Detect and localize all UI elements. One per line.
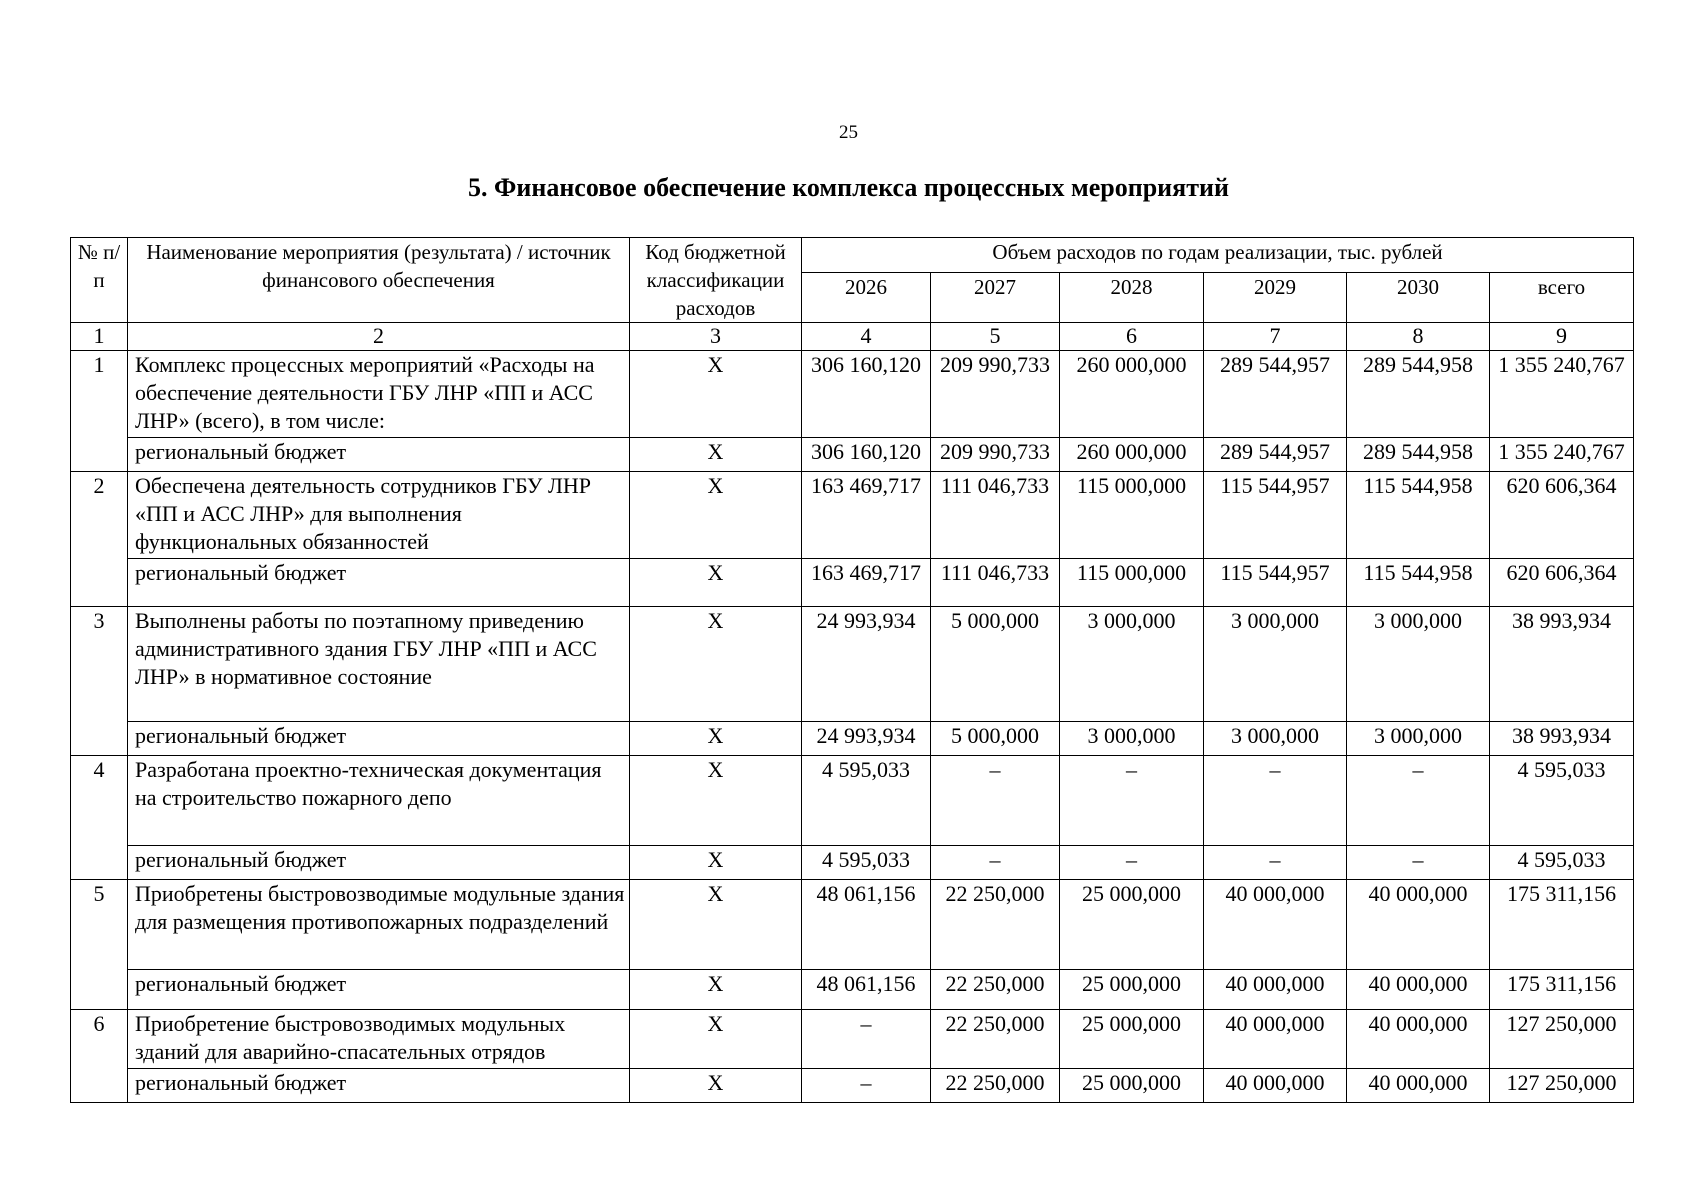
table-row: [71, 1010, 1634, 1069]
header-year: 2028: [1060, 273, 1204, 323]
header-code: Код бюджетной классификации расходов: [630, 238, 802, 323]
column-index: 4: [802, 323, 931, 351]
value-year: 22 250,000: [931, 1069, 1060, 1103]
activity-name: Приобретены быстровозводимые модульные здания для размещения противопожарных подразделений: [128, 880, 630, 970]
value-year: 115 544,958: [1347, 472, 1490, 559]
header-volume: Объем расходов по годам реализации, тыс. рублей: [802, 238, 1634, 273]
header-year: 2026: [802, 273, 931, 323]
budget-code: Х: [630, 846, 802, 880]
value-total: 127 250,000: [1490, 1069, 1634, 1103]
value-year: –: [1204, 846, 1347, 880]
table-row-source: [71, 559, 1634, 607]
header-name: Наименование мероприятия (результата) / источник финансового обеспечения: [128, 238, 630, 323]
row-number: 6: [71, 1010, 128, 1103]
value-year: 209 990,733: [931, 438, 1060, 472]
column-index: 8: [1347, 323, 1490, 351]
funding-source: региональный бюджет: [128, 722, 630, 756]
header-year: 2030: [1347, 273, 1490, 323]
value-year: 163 469,717: [802, 472, 931, 559]
value-year: 4 595,033: [802, 846, 931, 880]
table-row-source: [71, 438, 1634, 472]
value-year: 163 469,717: [802, 559, 931, 607]
value-year: 25 000,000: [1060, 970, 1204, 1010]
column-index: 1: [71, 323, 128, 351]
value-year: 3 000,000: [1204, 607, 1347, 722]
table-row-source: [71, 970, 1634, 1010]
page-number: 25: [839, 122, 858, 143]
column-index: 6: [1060, 323, 1204, 351]
activity-name: Выполнены работы по поэтапному приведению административного здания ГБУ ЛНР «ПП и АСС ЛНР» в нормативное состояние: [128, 607, 630, 722]
activity-name: Разработана проектно-техническая документация на строительство пожарного депо: [128, 756, 630, 846]
value-year: 25 000,000: [1060, 1069, 1204, 1103]
budget-code: Х: [630, 880, 802, 970]
funding-source: региональный бюджет: [128, 970, 630, 1010]
value-year: 22 250,000: [931, 970, 1060, 1010]
value-year: 25 000,000: [1060, 880, 1204, 970]
value-year: 260 000,000: [1060, 438, 1204, 472]
budget-code: Х: [630, 559, 802, 607]
funding-source: региональный бюджет: [128, 438, 630, 472]
value-year: –: [1347, 756, 1490, 846]
value-year: 40 000,000: [1347, 970, 1490, 1010]
table-row: [71, 351, 1634, 438]
value-year: 24 993,934: [802, 722, 931, 756]
value-year: 3 000,000: [1060, 722, 1204, 756]
value-year: 5 000,000: [931, 607, 1060, 722]
value-total: 4 595,033: [1490, 756, 1634, 846]
value-year: 115 544,957: [1204, 472, 1347, 559]
header-year: 2029: [1204, 273, 1347, 323]
value-year: –: [1060, 756, 1204, 846]
value-year: 22 250,000: [931, 1010, 1060, 1069]
budget-code: Х: [630, 607, 802, 722]
budget-code: Х: [630, 472, 802, 559]
funding-source: региональный бюджет: [128, 846, 630, 880]
header-year: 2027: [931, 273, 1060, 323]
value-year: 40 000,000: [1204, 970, 1347, 1010]
funding-source: региональный бюджет: [128, 559, 630, 607]
value-year: 22 250,000: [931, 880, 1060, 970]
value-year: 4 595,033: [802, 756, 931, 846]
value-total: 620 606,364: [1490, 472, 1634, 559]
budget-code: Х: [630, 756, 802, 846]
value-total: 127 250,000: [1490, 1010, 1634, 1069]
table-row-source: [71, 846, 1634, 880]
value-total: 175 311,156: [1490, 970, 1634, 1010]
column-index: 5: [931, 323, 1060, 351]
value-year: –: [1204, 756, 1347, 846]
activity-name: Обеспечена деятельность сотрудников ГБУ ЛНР «ПП и АСС ЛНР» для выполнения функциональных обязанностей: [128, 472, 630, 559]
row-number: 5: [71, 880, 128, 1010]
value-year: 115 000,000: [1060, 559, 1204, 607]
column-index: 2: [128, 323, 630, 351]
value-year: 115 544,957: [1204, 559, 1347, 607]
value-year: 40 000,000: [1347, 880, 1490, 970]
value-year: 40 000,000: [1347, 1069, 1490, 1103]
value-year: 48 061,156: [802, 970, 931, 1010]
value-year: –: [931, 756, 1060, 846]
column-index: 7: [1204, 323, 1347, 351]
table-row: [71, 756, 1634, 846]
table-row: [71, 880, 1634, 970]
value-total: 38 993,934: [1490, 722, 1634, 756]
budget-code: Х: [630, 722, 802, 756]
table-row-source: [71, 1069, 1634, 1103]
value-year: 25 000,000: [1060, 1010, 1204, 1069]
value-year: 24 993,934: [802, 607, 931, 722]
value-year: 289 544,958: [1347, 438, 1490, 472]
value-year: –: [1347, 846, 1490, 880]
value-year: 115 000,000: [1060, 472, 1204, 559]
table-body: [71, 351, 1634, 1103]
value-year: –: [931, 846, 1060, 880]
table-row: [71, 472, 1634, 559]
value-year: 306 160,120: [802, 351, 931, 438]
activity-name: Комплекс процессных мероприятий «Расходы на обеспечение деятельности ГБУ ЛНР «ПП и АСС ЛНР» (всего), в том числе:: [128, 351, 630, 438]
activity-name: Приобретение быстровозводимых модульных зданий для аварийно-спасательных отрядов: [128, 1010, 630, 1069]
value-year: 260 000,000: [1060, 351, 1204, 438]
table-header: [71, 238, 1634, 351]
financing-table: [70, 237, 1634, 1103]
value-year: 209 990,733: [931, 351, 1060, 438]
row-number: 3: [71, 607, 128, 756]
budget-code: Х: [630, 970, 802, 1010]
value-total: 175 311,156: [1490, 880, 1634, 970]
funding-source: региональный бюджет: [128, 1069, 630, 1103]
table-row-source: [71, 722, 1634, 756]
value-year: 40 000,000: [1347, 1010, 1490, 1069]
row-number: 2: [71, 472, 128, 607]
value-year: 289 544,957: [1204, 351, 1347, 438]
column-index: 3: [630, 323, 802, 351]
row-number: 1: [71, 351, 128, 472]
section-title: 5. Финансовое обеспечение комплекса процессных мероприятий: [468, 173, 1229, 202]
value-total: 620 606,364: [1490, 559, 1634, 607]
value-year: 3 000,000: [1060, 607, 1204, 722]
value-year: 306 160,120: [802, 438, 931, 472]
value-year: 48 061,156: [802, 880, 931, 970]
value-year: –: [802, 1069, 931, 1103]
value-total: 1 355 240,767: [1490, 438, 1634, 472]
table-row: [71, 607, 1634, 722]
budget-code: Х: [630, 438, 802, 472]
value-total: 4 595,033: [1490, 846, 1634, 880]
value-year: 40 000,000: [1204, 1010, 1347, 1069]
column-index: 9: [1490, 323, 1634, 351]
value-year: 111 046,733: [931, 559, 1060, 607]
value-year: 40 000,000: [1204, 880, 1347, 970]
value-year: 111 046,733: [931, 472, 1060, 559]
value-year: 3 000,000: [1347, 722, 1490, 756]
value-year: 3 000,000: [1347, 607, 1490, 722]
value-total: 38 993,934: [1490, 607, 1634, 722]
header-number: № п/п: [71, 238, 128, 323]
budget-code: Х: [630, 1069, 802, 1103]
value-year: 5 000,000: [931, 722, 1060, 756]
column-index-row: [71, 323, 1634, 351]
value-year: 115 544,958: [1347, 559, 1490, 607]
value-total: 1 355 240,767: [1490, 351, 1634, 438]
value-year: 40 000,000: [1204, 1069, 1347, 1103]
value-year: 289 544,958: [1347, 351, 1490, 438]
header-total: всего: [1490, 273, 1634, 323]
row-number: 4: [71, 756, 128, 880]
value-year: –: [1060, 846, 1204, 880]
value-year: 3 000,000: [1204, 722, 1347, 756]
budget-code: Х: [630, 351, 802, 438]
value-year: 289 544,957: [1204, 438, 1347, 472]
budget-code: Х: [630, 1010, 802, 1069]
value-year: –: [802, 1010, 931, 1069]
